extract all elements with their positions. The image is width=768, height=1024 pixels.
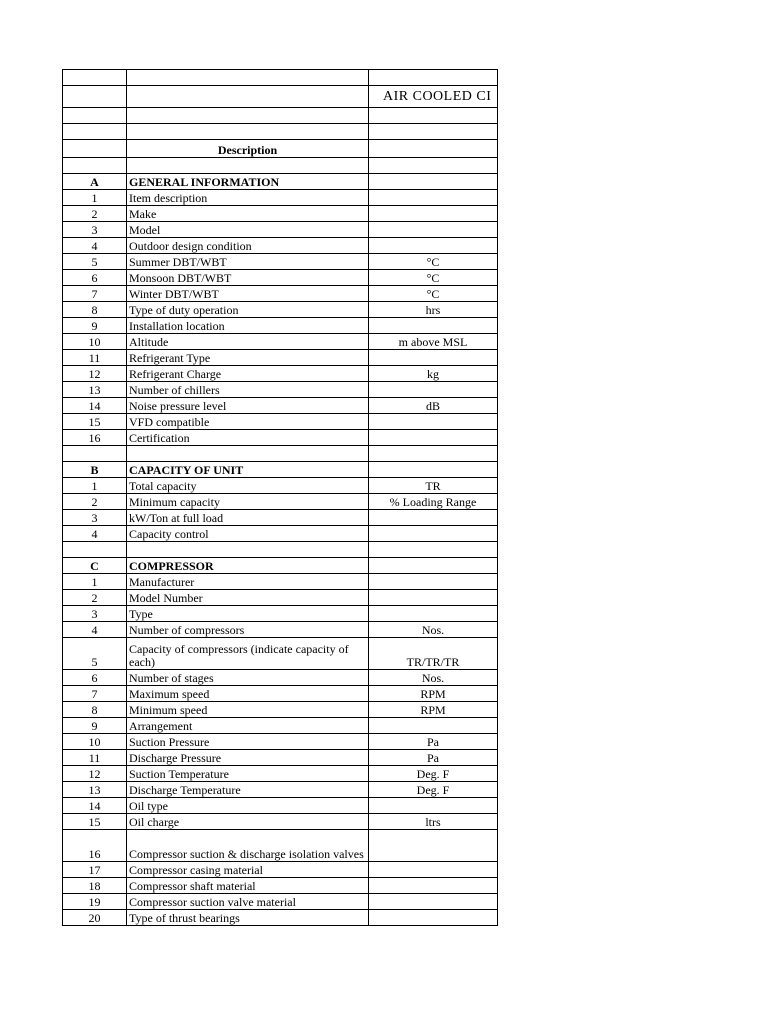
table-row <box>63 350 498 366</box>
row-unit: Deg. F <box>369 766 498 782</box>
row-description: Minimum capacity <box>127 494 369 510</box>
row-description: Oil type <box>127 798 369 814</box>
row-unit <box>369 462 498 478</box>
row-unit: dB <box>369 398 498 414</box>
table-row <box>63 334 498 350</box>
row-number <box>63 124 127 140</box>
row-unit: °C <box>369 286 498 302</box>
table-row <box>63 206 498 222</box>
row-unit <box>369 140 498 158</box>
row-unit <box>369 526 498 542</box>
row-description: Make <box>127 206 369 222</box>
row-number: 7 <box>63 286 127 302</box>
row-number: 4 <box>63 526 127 542</box>
row-number: 19 <box>63 894 127 910</box>
row-unit: Nos. <box>369 670 498 686</box>
row-description <box>127 108 369 124</box>
row-description: kW/Ton at full load <box>127 510 369 526</box>
row-description: Summer DBT/WBT <box>127 254 369 270</box>
table-row <box>63 190 498 206</box>
row-unit <box>369 542 498 558</box>
section-row <box>63 174 498 190</box>
row-unit: TR <box>369 478 498 494</box>
table-row <box>63 366 498 382</box>
row-number <box>63 70 127 86</box>
row-number: A <box>63 174 127 190</box>
blank-row <box>63 158 498 174</box>
row-number: 1 <box>63 574 127 590</box>
row-description: Discharge Pressure <box>127 750 369 766</box>
row-description: Certification <box>127 430 369 446</box>
row-number: 11 <box>63 350 127 366</box>
row-number: 12 <box>63 766 127 782</box>
row-description: GENERAL INFORMATION <box>127 174 369 190</box>
row-description: VFD compatible <box>127 414 369 430</box>
table-row <box>63 622 498 638</box>
row-number: 6 <box>63 270 127 286</box>
blank-row <box>63 108 498 124</box>
row-unit <box>369 318 498 334</box>
row-description: Arrangement <box>127 718 369 734</box>
row-unit <box>369 190 498 206</box>
row-unit <box>369 414 498 430</box>
row-unit <box>369 430 498 446</box>
table-row <box>63 318 498 334</box>
row-description: Type <box>127 606 369 622</box>
row-number: 1 <box>63 478 127 494</box>
row-number: 2 <box>63 206 127 222</box>
row-description: Compressor suction valve material <box>127 894 369 910</box>
row-number: 13 <box>63 382 127 398</box>
table-row <box>63 382 498 398</box>
table-row <box>63 270 498 286</box>
row-number: 16 <box>63 830 127 862</box>
row-number: 10 <box>63 334 127 350</box>
row-unit <box>369 108 498 124</box>
table-row <box>63 510 498 526</box>
table-row <box>63 414 498 430</box>
row-unit <box>369 158 498 174</box>
section-row <box>63 462 498 478</box>
row-number: 15 <box>63 814 127 830</box>
row-description: Number of chillers <box>127 382 369 398</box>
row-description: Noise pressure level <box>127 398 369 414</box>
title-row <box>63 86 498 108</box>
table-row <box>63 494 498 510</box>
row-unit <box>369 718 498 734</box>
row-number: 16 <box>63 430 127 446</box>
row-unit: Deg. F <box>369 782 498 798</box>
row-number <box>63 108 127 124</box>
table-row <box>63 238 498 254</box>
row-unit: Nos. <box>369 622 498 638</box>
row-description: Type of duty operation <box>127 302 369 318</box>
row-unit <box>369 558 498 574</box>
row-number: 4 <box>63 622 127 638</box>
table-row <box>63 878 498 894</box>
row-unit <box>369 878 498 894</box>
row-unit <box>369 124 498 140</box>
row-description: Type of thrust bearings <box>127 910 369 926</box>
row-description: CAPACITY OF UNIT <box>127 462 369 478</box>
table-row <box>63 910 498 926</box>
table-row <box>63 766 498 782</box>
row-unit: ltrs <box>369 814 498 830</box>
table-row <box>63 526 498 542</box>
row-description: Discharge Temperature <box>127 782 369 798</box>
row-description: Manufacturer <box>127 574 369 590</box>
row-description: Model Number <box>127 590 369 606</box>
table-row <box>63 302 498 318</box>
row-description: Winter DBT/WBT <box>127 286 369 302</box>
row-unit <box>369 798 498 814</box>
row-number: 17 <box>63 862 127 878</box>
data-sheet-table <box>62 69 498 926</box>
row-unit: Pa <box>369 734 498 750</box>
blank-row <box>63 70 498 86</box>
row-number <box>63 140 127 158</box>
row-number: C <box>63 558 127 574</box>
row-description <box>127 446 369 462</box>
row-number: 12 <box>63 366 127 382</box>
row-number: 9 <box>63 318 127 334</box>
row-unit <box>369 238 498 254</box>
row-unit <box>369 862 498 878</box>
row-unit <box>369 606 498 622</box>
row-description: Number of compressors <box>127 622 369 638</box>
table-row <box>63 798 498 814</box>
blank-row <box>63 124 498 140</box>
blank-row <box>63 542 498 558</box>
table-row <box>63 782 498 798</box>
table-row <box>63 894 498 910</box>
row-description: Monsoon DBT/WBT <box>127 270 369 286</box>
row-unit: % Loading Range <box>369 494 498 510</box>
table-row <box>63 686 498 702</box>
table-row <box>63 590 498 606</box>
row-description: Number of stages <box>127 670 369 686</box>
row-unit: kg <box>369 366 498 382</box>
row-unit <box>369 382 498 398</box>
row-unit <box>369 590 498 606</box>
row-number: B <box>63 462 127 478</box>
row-unit: TR/TR/TR <box>369 638 498 670</box>
row-description: Outdoor design condition <box>127 238 369 254</box>
section-row <box>63 558 498 574</box>
blank-row <box>63 446 498 462</box>
row-number: 5 <box>63 638 127 670</box>
row-unit: Pa <box>369 750 498 766</box>
row-number: 2 <box>63 494 127 510</box>
row-unit: °C <box>369 254 498 270</box>
row-description: Compressor casing material <box>127 862 369 878</box>
row-description: Refrigerant Charge <box>127 366 369 382</box>
row-unit: RPM <box>369 686 498 702</box>
row-description <box>127 70 369 86</box>
row-unit <box>369 446 498 462</box>
row-unit <box>369 206 498 222</box>
header-row <box>63 140 498 158</box>
row-description: Capacity of compressors (indicate capacity of each) <box>127 638 369 670</box>
table-row <box>63 814 498 830</box>
table-row <box>63 830 498 862</box>
row-number: 14 <box>63 798 127 814</box>
row-description: Item description <box>127 190 369 206</box>
row-number <box>63 158 127 174</box>
row-description: Oil charge <box>127 814 369 830</box>
row-number <box>63 446 127 462</box>
row-description: Suction Temperature <box>127 766 369 782</box>
table-row <box>63 254 498 270</box>
table-row <box>63 478 498 494</box>
row-unit <box>369 910 498 926</box>
row-number: 20 <box>63 910 127 926</box>
row-description: Maximum speed <box>127 686 369 702</box>
row-number <box>63 542 127 558</box>
row-unit: RPM <box>369 702 498 718</box>
table-row <box>63 398 498 414</box>
row-unit <box>369 222 498 238</box>
row-description <box>127 124 369 140</box>
row-number: 3 <box>63 510 127 526</box>
row-unit <box>369 830 498 862</box>
row-number: 18 <box>63 878 127 894</box>
data-sheet-body <box>63 70 498 926</box>
row-description: Minimum speed <box>127 702 369 718</box>
row-description: Total capacity <box>127 478 369 494</box>
row-unit <box>369 894 498 910</box>
table-row <box>63 862 498 878</box>
row-unit <box>369 510 498 526</box>
row-unit: hrs <box>369 302 498 318</box>
row-description: Description <box>127 140 369 158</box>
row-description: Compressor suction & discharge isolation valves <box>127 830 369 862</box>
table-row <box>63 222 498 238</box>
row-description: Altitude <box>127 334 369 350</box>
table-row <box>63 670 498 686</box>
row-number: 2 <box>63 590 127 606</box>
row-number: 8 <box>63 702 127 718</box>
row-unit <box>369 70 498 86</box>
row-number: 7 <box>63 686 127 702</box>
row-description: Suction Pressure <box>127 734 369 750</box>
row-number: 3 <box>63 222 127 238</box>
row-unit <box>369 174 498 190</box>
row-description: Model <box>127 222 369 238</box>
row-unit: °C <box>369 270 498 286</box>
table-row <box>63 286 498 302</box>
table-row <box>63 734 498 750</box>
row-number <box>63 86 127 108</box>
row-number: 11 <box>63 750 127 766</box>
table-row <box>63 750 498 766</box>
row-unit: m above MSL <box>369 334 498 350</box>
table-row <box>63 430 498 446</box>
row-description: Compressor shaft material <box>127 878 369 894</box>
table-row <box>63 606 498 622</box>
row-unit: AIR COOLED CI <box>369 86 498 108</box>
row-description <box>127 542 369 558</box>
row-description: COMPRESSOR <box>127 558 369 574</box>
row-number: 14 <box>63 398 127 414</box>
table-row <box>63 638 498 670</box>
table-row <box>63 574 498 590</box>
row-description: Installation location <box>127 318 369 334</box>
row-unit <box>369 350 498 366</box>
row-description <box>127 86 369 108</box>
table-row <box>63 702 498 718</box>
row-description: Capacity control <box>127 526 369 542</box>
row-number: 1 <box>63 190 127 206</box>
row-number: 5 <box>63 254 127 270</box>
row-number: 15 <box>63 414 127 430</box>
row-number: 4 <box>63 238 127 254</box>
row-number: 9 <box>63 718 127 734</box>
row-number: 8 <box>63 302 127 318</box>
row-unit <box>369 574 498 590</box>
row-description: Refrigerant Type <box>127 350 369 366</box>
table-row <box>63 718 498 734</box>
row-number: 6 <box>63 670 127 686</box>
row-description <box>127 158 369 174</box>
row-number: 3 <box>63 606 127 622</box>
row-number: 10 <box>63 734 127 750</box>
row-number: 13 <box>63 782 127 798</box>
